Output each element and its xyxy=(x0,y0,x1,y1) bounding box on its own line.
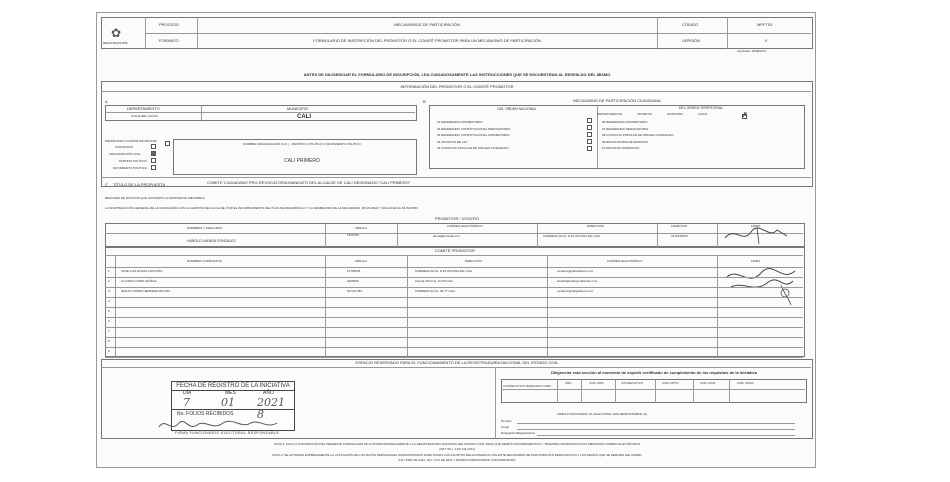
note2b: (LEY 1581 DE 2012, LEY 1712 DE 2014 Y DEMÁS NORMATIVIDAD CONCORDANTE) xyxy=(398,458,516,462)
comite-cell-addr[interactable]: CARRERA 33 No. 25-77 CALI xyxy=(415,289,456,293)
territorial-items: 06 REFERENDO APROBATORIO 07 REFERENDO DEROGATORIO 08 CONSULTA POPULAR DE ORIGEN CIUDADANO 09 REVOCATORIA DE MANDATO 10 INICIATIVA NORMATIVA xyxy=(602,120,674,150)
official-title: ESPACIO RESERVADO PARA EL FUNCIONAMIENTO DE LA REGISTRADURÍA NACIONAL DEL ESTADO CIVIL xyxy=(355,360,559,365)
territorial-cols: DEPARTAMENTAL DISTRITAL MUNICIPAL LOCAL xyxy=(597,112,708,116)
national-label: DEL ORDEN NACIONAL xyxy=(497,107,537,111)
table-row xyxy=(105,277,803,278)
logo-text: REGISTRADURÍA xyxy=(103,41,128,45)
checkbox-org-civil[interactable] xyxy=(151,151,156,156)
comite-cell-n: 1 xyxy=(108,269,110,273)
vocero-phone[interactable]: 3176155455 xyxy=(671,234,688,238)
comite-cell-n: 2 xyxy=(108,279,110,283)
note1: NOTA 1: CON LA SUSCRIPCIÓN DEL PRESENTE FORMULARIO SE AUTORIZA EXPRESAMENTE A LA REGISTRADURÍA NACIONAL DEL ESTADO CIVIL PARA QUE REMITA PROCEDIMIENTOS Y TRÁMITES ADMINISTRATIVOS MEDIANTE CORREO ELECTRÓNICO xyxy=(273,442,641,446)
checkbox-movimiento[interactable] xyxy=(151,165,156,170)
approved-date: Aprobado: 28/06/2017 xyxy=(737,49,767,53)
territorial-label: DEL ORDEN TERRITORIAL xyxy=(678,106,724,110)
table-row xyxy=(105,317,803,318)
version-value: 0 xyxy=(765,38,768,43)
comite-table xyxy=(105,247,805,357)
table-row xyxy=(105,357,803,358)
comite-title: COMITÉ PROMOTOR xyxy=(434,248,476,253)
cb-nat-4[interactable] xyxy=(587,139,592,144)
comite-cell-n: 9 xyxy=(108,349,110,353)
form-page: ✿ REGISTRADURÍA PROCESO FORMATO MECANISMOS DE PARTICIPACIÓN FORMULARIO DE INSCRIPCIÓN DEL PROMOTOR O EL COMITÉ PROMOTOR PARA UN MECANISMO DE PARTICIPACIÓN CÓDIGO VERSIÓN MPFT03 0 Aprobado: 28/06/2017 ANTES DE DILIGENCIAR EL FORMULARIO DE INSCRIPCIÓN, LEA CUIDADOSAMENTE LAS INSTRUCCIONES QUE SE ENCUENTRAN AL RESPALDO DEL MISMO INFORMACIÓN DEL PROMOTOR O EL COMITÉ PROMOTOR A DEPARTAMENTO VALLE DEL CAUCA MUNICIPIO CALI PROMOTOR O COMITÉ PROMOTOR CIUDADANO ORGANIZACIÓN CIVIL PARTIDO POLÍTICO MOVIMIENTO POLÍTICO NOMBRE ORGANIZACIÓN (S.C.) - PARTIDO O POLÍTICO O MOVIMIENTO POLÍTICO CALI PRIMERO B MECANISMO DE PARTICIPACIÓN CIUDADANA DEL ORDEN NACIONAL DEL ORDEN TERRITORIAL DEPARTAMENTAL DISTRITAL MUNICIPAL LOCAL 01 REFERENDO APROBATORIO 02 REFERENDO CONSTITUCIONAL DEROGATORIO 03 REFERENDO CONSTITUCIONAL APROBATORIO 04 INICIATIVA DE LEY 05 CONSULTA POPULAR DE ORIGEN CIUDADANO 06 REFERENDO APROBATORIO 07 REFERENDO DEROGATORIO 08 CONSULTA POPULAR DE ORIGEN CIUDADANO 09 REVOCATORIA DE MANDATO 10 INICIATIVA NORMATIVA ✗ C TÍTULO DE LA PROPUESTA COMITE CIUDADANO PRO-REVOCATORIA MANDATO DEL ALCALDE DE CALI DESIGNADO "CALI PRIMERO" RESUMEN DE MOTIVOS QUE SUSTENTA LA PROPUESTA (RESUMEN) LA INSATISFACCIÓN GENERAL DE LA CIUDADANÍA CON LA GESTIÓN DEL ALCALDE, POR EL INCUMPLIMIENTO DEL PLAN DE DESARROLLO Y LA DESMEJORA DE LA SEGURIDAD, MOVILIDAD Y SALUD EN EL MUNICIPIO PROMOTOR / VOCERO NOMBRES Y APELLIDOS CÉDULA CORREO ELECTRÓNICO DIRECCIÓN TELÉFONO FIRMA HAROLD VAFARA GONZALEZ 1876705 alerta@hotmail.com CARRERA 29 No. 8-16 OFICINA 201 CALI 3176155455 COMITÉ PROMOTOR NOMBRES COMPLETOS CÉDULA DIRECCIÓN CORREO ELECTRÓNICO FIRMA ESPACIO RESERVADO PARA EL FUNCIONAMIENTO DE LA REGISTRADURÍA NACIONAL DEL ESTADO CIVIL FECHA DE REGISTRO DE LA INICIATIVA DÍA MES AÑO 7 01 2021 No. FOLIOS RECIBIDOS 8 FIRMA FUNCIONARIO ELECTORAL RESPONSABLE Diligenciar esta sección al momento de expedir certificado de cumplimiento de los requisitos de la iniciativa CONSECUTIVO RADICADO CORA AÑO COD. MPC CONSECUTIVO COD. DPTO. COD. MUN. COD. ZONA FIRMA FUNCIONARIO (S.) ELECTORAL (ES) RESPONSABLE (S) Nombre Cargo Delegación/Registraduría NOTA 1: CON LA SUSCRIPCIÓN DEL PRESENTE FORMULARIO SE AUTORIZA EXPRESAMENTE A LA REGISTRADURÍA NACIONAL DEL ESTADO CIVIL PARA QUE REMITA PROCEDIMIENTOS Y TRÁMITES ADMINISTRATIVOS MEDIANTE CORREO ELECTRÓNICO (ART. 56 L. 1437 DE 2011) NOTA 2: SE AUTORIZA EXPRESAMENTE LA UTILIZACIÓN DE LOS DATOS PERSONALES SUMINISTRADOS PARA TODOS LOS ASUNTOS RELACIONADOS CON ESTE MECANISMO DE PARTICIPACIÓN DEMOCRÁTICA Y LOS DEMÁS QUE SE DERIVEN DEL MISMO (LEY 1581 DE 2012, LEY 1712 DE 2014 Y DEMÁS NORMATIVIDAD CONCORDANTE) 1 JOSE LUIS ROJAS CASTAÑO 16758235 CARRERA 29 No. 8-16 OFICINA 201 CALI contacto@calipoliticos.com 2 CLAUDIA LOPEZ ZUÑIGA 3465909 CALLE 48 N No. 5-079 CALI claudia@calitmpubliconis.com 3 JESUS GOMEZ HERRERA MOLINA 94.544.283 CARRERA 33 No. 25-77 CALI contacto@calipoliticos.com 4 5 6 7 8 9 xyxy=(96,12,816,468)
mun-value[interactable]: CALI xyxy=(297,113,311,120)
note1b: (ART. 56 L. 1437 DE 2011) xyxy=(439,447,475,451)
code-label: CÓDIGO xyxy=(682,22,699,27)
cert-title: Diligenciar esta sección al momento de expedir certificado de cumplimiento de los requisitos de la iniciativa xyxy=(551,370,757,375)
proposal-value[interactable]: COMITE CIUDADANO PRO-REVOCATORIA MANDATO DEL ALCALDE DE CALI DESIGNADO "CALI PRIMERO" xyxy=(207,180,411,185)
comite-cell-id[interactable]: 16758235 xyxy=(347,269,361,273)
table-row xyxy=(105,337,803,338)
process-label: PROCESO xyxy=(159,22,180,27)
format-value: FORMULARIO DE INSCRIPCIÓN DEL PROMOTOR O EL COMITÉ PROMOTOR PARA UN MECANISMO DE PARTICIPACIÓN xyxy=(313,38,541,43)
dept-value[interactable]: VALLE DEL CAUCA xyxy=(131,114,159,118)
comite-cell-mail[interactable]: claudia@calitmpubliconis.com xyxy=(557,279,598,283)
comite-cell-name[interactable]: JOSE LUIS ROJAS CASTAÑO xyxy=(121,269,163,273)
comite-cell-n: 4 xyxy=(108,299,110,303)
vocero-signature-icon xyxy=(721,224,801,246)
table-row xyxy=(105,307,803,308)
stamp-month: 01 xyxy=(221,396,235,409)
code-value: MPFT03 xyxy=(757,22,773,27)
cb-nat-5[interactable] xyxy=(587,146,592,151)
stamp-day: 7 xyxy=(183,396,190,409)
stamp-title: FECHA DE REGISTRO DE LA INICIATIVA xyxy=(176,383,290,389)
cb-nat-2[interactable] xyxy=(587,125,592,130)
comite-cell-addr[interactable]: CARRERA 29 No. 8-16 OFICINA 201 CALI xyxy=(415,269,473,273)
comite-cell-mail[interactable]: contacto@calipoliticos.com xyxy=(557,269,594,273)
proposal-label: TÍTULO DE LA PROPUESTA xyxy=(113,182,166,187)
summary-value[interactable]: LA INSATISFACCIÓN GENERAL DE LA CIUDADANÍA CON LA GESTIÓN DEL ALCALDE, POR EL INCUMPLIMIENTO DEL PLAN DE DESARROLLO Y LA DESMEJORA DE LA SEGURIDAD, MOVILIDAD Y SALUD EN EL MUNICIPIO xyxy=(105,206,418,210)
vocero-id[interactable]: 1876705 xyxy=(347,233,359,237)
process-value: MECANISMOS DE PARTICIPACIÓN xyxy=(394,22,460,27)
logo-icon: ✿ xyxy=(111,26,122,40)
table-row xyxy=(105,327,803,328)
comite-cell-n: 3 xyxy=(108,289,110,293)
cert-table xyxy=(501,379,807,403)
summary-label: RESUMEN DE MOTIVOS QUE SUSTENTA LA PROPUESTA (RESUMEN) xyxy=(105,196,205,200)
comite-cell-n: 8 xyxy=(108,339,110,343)
national-items: 01 REFERENDO APROBATORIO 02 REFERENDO CONSTITUCIONAL DEROGATORIO 03 REFERENDO CONSTITUCIONAL APROBATORIO 04 INICIATIVA DE LEY 05 CONSULTA POPULAR DE ORIGEN CIUDADANO xyxy=(437,120,511,150)
format-label: FORMATO xyxy=(159,38,179,43)
comite-cell-mail[interactable]: contacto@calipoliticos.com xyxy=(557,289,594,293)
vocero-email[interactable]: alerta@hotmail.com xyxy=(433,234,460,238)
vocero-title: PROMOTOR / VOCERO xyxy=(434,216,480,221)
comite-cell-n: 6 xyxy=(108,319,110,323)
cb-nat-1[interactable] xyxy=(587,118,592,123)
cb-nat-3[interactable] xyxy=(587,132,592,137)
cert-sign-label: FIRMA FUNCIONARIO (S.) ELECTORAL (ES) RESPONSABLE (S) xyxy=(557,412,648,416)
promoter-label: PROMOTOR O COMITÉ PROMOTOR xyxy=(105,139,157,143)
checkbox-ciudadano[interactable] xyxy=(151,144,156,149)
table-row xyxy=(105,297,803,298)
comite-cell-name[interactable]: CLAUDIA LOPEZ ZUÑIGA xyxy=(121,279,157,283)
intro-text: ANTES DE DILIGENCIAR EL FORMULARIO DE INSCRIPCIÓN, LEA CUIDADOSAMENTE LAS INSTRUCCIONES QUE SE ENCUENTRAN AL RESPALDO DEL MISMO xyxy=(303,72,611,77)
section-b-title: MECANISMO DE PARTICIPACIÓN CIUDADANA xyxy=(573,98,661,103)
checkbox-partido[interactable] xyxy=(151,158,156,163)
checkbox-b[interactable] xyxy=(165,141,170,146)
municipal-check-mark: ✗ xyxy=(742,112,748,119)
comite-cell-id[interactable]: 3465909 xyxy=(347,279,359,283)
vocero-address[interactable]: CARRERA 29 No. 8-16 OFICINA 201 CALI xyxy=(543,234,601,238)
note2: NOTA 2: SE AUTORIZA EXPRESAMENTE LA UTILIZACIÓN DE LOS DATOS PERSONALES SUMINISTRADOS PARA TODOS LOS ASUNTOS RELACIONADOS CON ESTE MECANISMO DE PARTICIPACIÓN DEMOCRÁTICA Y LOS DEMÁS QUE SE DERIVEN DEL MISMO xyxy=(272,453,642,457)
comite-cell-id[interactable]: 94.544.283 xyxy=(347,289,363,293)
comite-cell-name[interactable]: JESUS GOMEZ HERRERA MOLINA xyxy=(121,289,171,293)
org-label: NOMBRE ORGANIZACIÓN (S.C.) - PARTIDO O POLÍTICO O MOVIMIENTO POLÍTICO xyxy=(243,142,361,146)
org-value[interactable]: CALI PRIMERO xyxy=(284,158,320,164)
folios-label: No. FOLIOS RECIBIDOS xyxy=(177,411,234,417)
comite-signatures-icon xyxy=(721,265,805,307)
comite-cell-addr[interactable]: CALLE 48 N No. 5-079 CALI xyxy=(415,279,454,283)
comite-cell-n: 5 xyxy=(108,309,110,313)
mun-label: MUNICIPIO xyxy=(287,106,309,111)
comite-cell-n: 7 xyxy=(108,329,110,333)
dept-label: DEPARTAMENTO xyxy=(127,106,160,111)
section-a-title: INFORMACIÓN DEL PROMOTOR O EL COMITÉ PROMOTOR xyxy=(400,84,514,89)
folios-value: 8 xyxy=(257,408,264,421)
table-row xyxy=(105,347,803,348)
table-row xyxy=(105,287,803,288)
signature-label: FIRMA FUNCIONARIO ELECTORAL RESPONSABLE xyxy=(175,431,280,435)
stamp-year: 2021 xyxy=(257,396,285,409)
vocero-name[interactable]: HAROLD VAFARA GONZALEZ xyxy=(187,239,236,243)
version-label: VERSIÓN xyxy=(682,38,701,43)
